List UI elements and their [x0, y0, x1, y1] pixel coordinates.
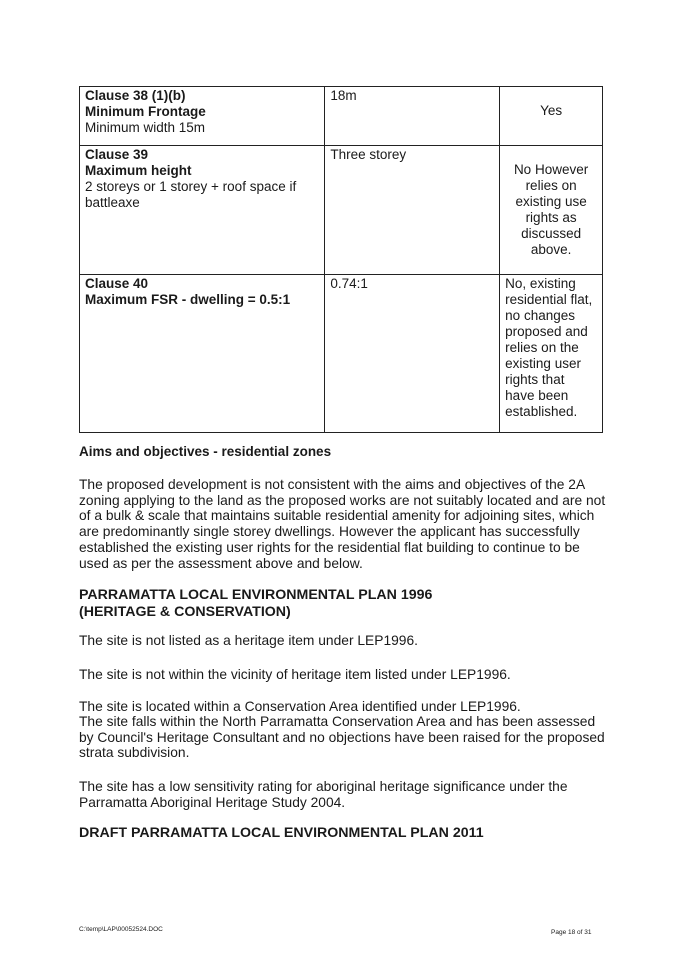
compliance-value: Yes — [540, 103, 563, 118]
lep1996-heading — [79, 587, 599, 621]
table-row — [80, 146, 603, 275]
compliance-cell — [500, 146, 603, 275]
control-cell — [80, 87, 325, 146]
proposal-cell — [325, 87, 500, 146]
compliance-table — [79, 86, 603, 433]
aims-paragraph: The proposed development is not consistent with the aims and objectives of the 2A zoning applying to the land as the proposed works are not suitably located and are not of a bulk & scale that maintains suitable residential amenity for adjoining sites, which are predominantly single storey dwellings. However the applicant has successfully established the existing user rights for the residential flat building to continue to be used as per the assessment above and below. — [79, 477, 606, 571]
clause-title: Maximum height — [85, 163, 192, 178]
page-number-footer: Page 18 of 31 — [551, 929, 592, 936]
clause-title: Minimum Frontage — [85, 104, 206, 119]
heritage-vicinity-paragraph: The site is not within the vicinity of heritage item listed under LEP1996. — [79, 667, 511, 682]
proposal-value: 0.74:1 — [330, 276, 368, 291]
proposal-cell — [325, 146, 500, 275]
table-row — [80, 87, 603, 146]
heritage-item-paragraph: The site is not listed as a heritage item under LEP1996. — [79, 633, 418, 648]
clause-title: Maximum FSR - dwelling = 0.5:1 — [85, 292, 291, 307]
aboriginal-heritage-paragraph: The site has a low sensitivity rating for aboriginal heritage significance under the Parramatta Aboriginal Heritage Study 2004. — [79, 779, 568, 810]
conservation-area-paragraph: The site is located within a Conservation Area identified under LEP1996. — [79, 699, 521, 714]
clause-number: Clause 38 (1)(b) — [85, 88, 186, 103]
compliance-value: No, existing residential flat, no changes proposed and relies on the existing user rights that have been established. — [505, 276, 593, 419]
clause-description: 2 storeys or 1 storey + roof space if battleaxe — [85, 179, 297, 210]
lep1996-heading-line2: (HERITAGE & CONSERVATION) — [79, 604, 291, 620]
clause-number: Clause 39 — [85, 147, 149, 162]
heritage-assessment-paragraph: The site falls within the North Parramatta Conservation Area and has been assessed by Council's Heritage Consultant and no objections have been raised for the proposed strata subdivision. — [79, 714, 605, 761]
control-cell — [80, 275, 325, 433]
clause-description: Minimum width 15m — [85, 120, 206, 135]
compliance-cell — [500, 87, 603, 146]
aims-heading: Aims and objectives - residential zones — [79, 444, 332, 459]
compliance-value: No However relies on existing use rights as discussed above. — [513, 162, 589, 257]
draft-lep2011-heading: DRAFT PARRAMATTA LOCAL ENVIRONMENTAL PLAN 2011 — [79, 825, 484, 841]
clause-number: Clause 40 — [85, 276, 149, 291]
lep1996-heading-line1: PARRAMATTA LOCAL ENVIRONMENTAL PLAN 1996 — [79, 587, 433, 603]
proposal-value: 18m — [330, 88, 357, 103]
control-cell — [80, 146, 325, 275]
compliance-cell — [500, 275, 603, 433]
proposal-value: Three storey — [330, 147, 407, 162]
table-row — [80, 275, 603, 433]
file-path-footer: C:\temp\LAP\00052524.DOC — [79, 926, 163, 933]
proposal-cell — [325, 275, 500, 433]
